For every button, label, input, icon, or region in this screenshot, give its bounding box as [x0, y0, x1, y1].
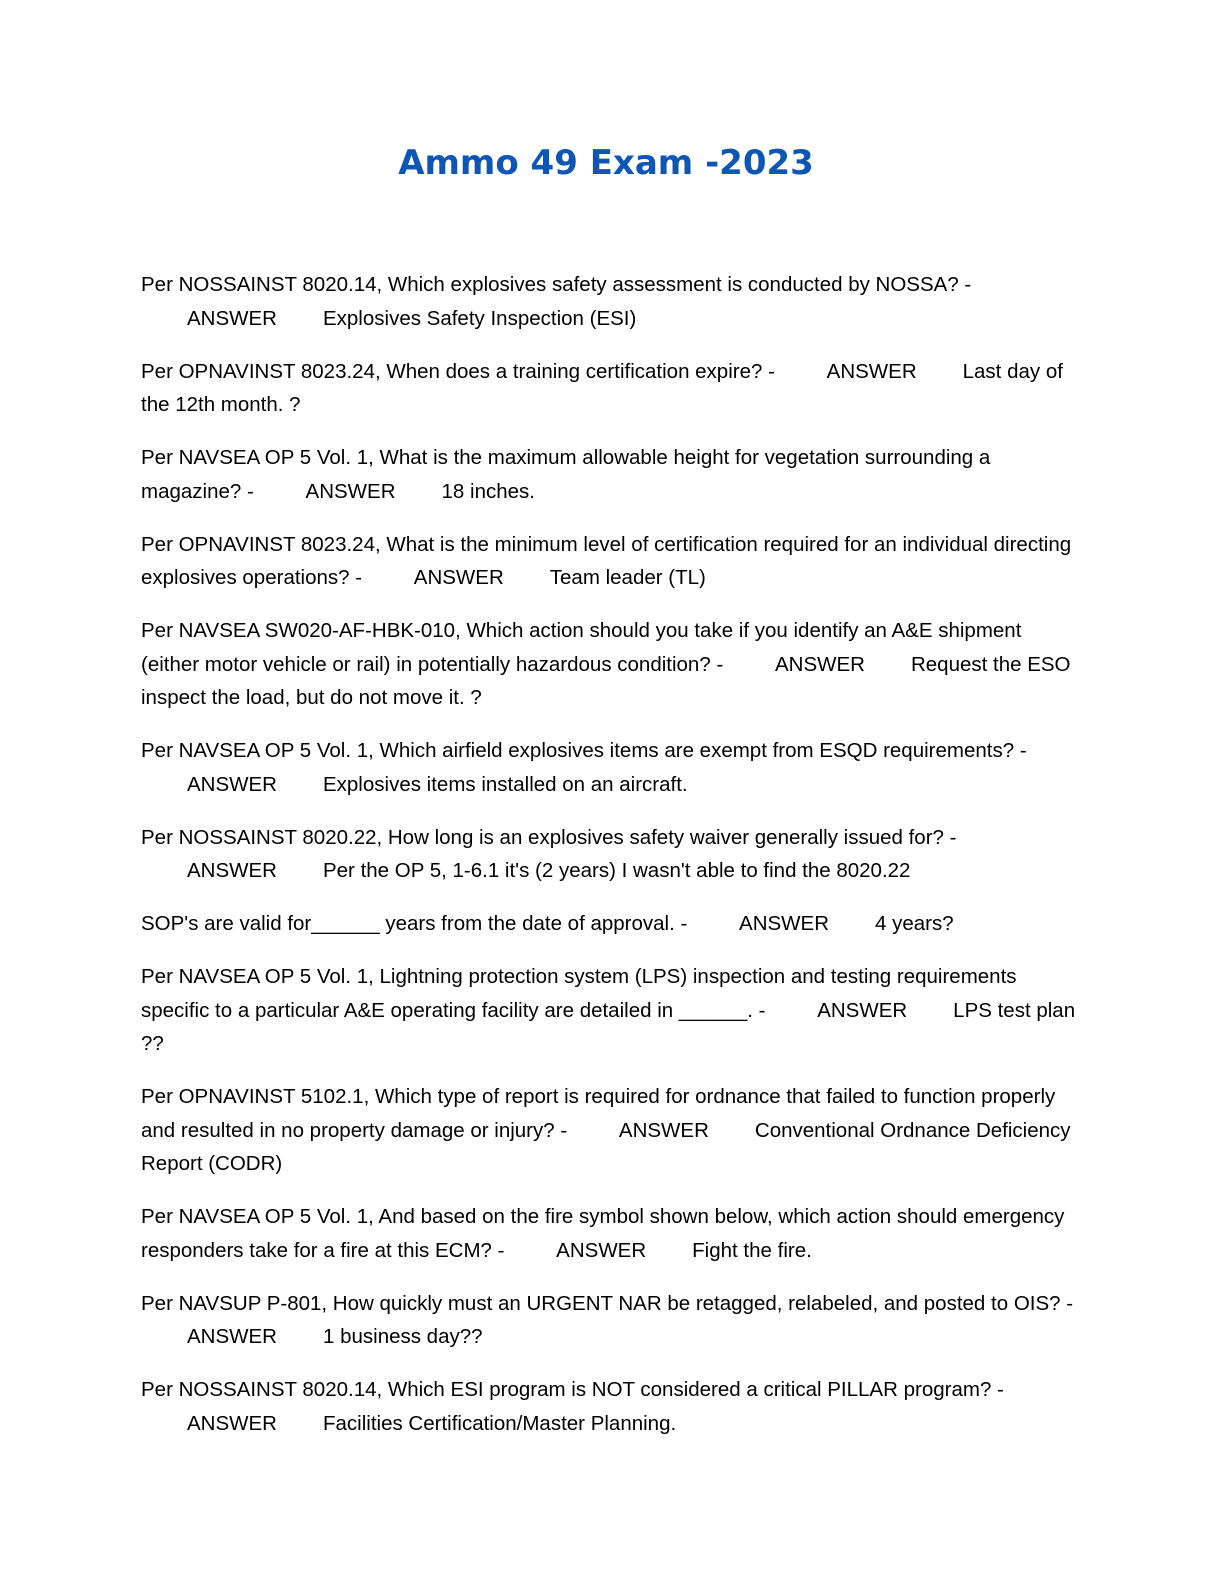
qa-item — [141, 1373, 1076, 1440]
separator: - — [1014, 739, 1027, 762]
answer-text: Per the OP 5, 1-6.1 it's (2 years) I wasn't able to find the 8020.22 — [322, 859, 911, 882]
separator: - — [762, 359, 775, 383]
answer-tag: ANSWER — [556, 1238, 647, 1262]
qa-item — [141, 614, 1076, 715]
answer-text: Explosives items installed on an aircraft. — [322, 772, 688, 796]
answer-text: Fight the fire. — [692, 1238, 812, 1262]
qa-list — [141, 268, 1076, 1460]
separator: - — [1060, 1291, 1074, 1315]
answer-text: Facilities Certification/Master Planning. — [322, 1411, 677, 1435]
question-text: Per OPNAVINST 5102.1, Which type of report is required for ordnance that failed to function properly and resulted in no property damage or injury? — [141, 1085, 1056, 1142]
answer-text: 4 years? — [875, 912, 954, 935]
qa-item — [141, 1287, 1076, 1354]
separator: - — [349, 566, 363, 589]
answer-text: Conventional Ordnance Deficiency Report (CODR) — [141, 1118, 1071, 1175]
answer-text: 1 business day?? — [322, 1325, 483, 1348]
answer-tag: ANSWER — [187, 1411, 277, 1435]
answer-text: Explosives Safety Inspection (ESI) — [322, 306, 637, 330]
answer-tag: ANSWER — [413, 566, 504, 589]
question-text: Per NAVSEA OP 5 Vol. 1, Lightning protection system (LPS) inspection and testing requirements specific to a particular A&E operating facility are detailed in ______. — [141, 965, 1017, 1022]
question-text: Per NAVSEA OP 5 Vol. 1, What is the maximum allowable height for vegetation surrounding a magazine? — [141, 446, 991, 503]
answer-text: Team leader (TL) — [549, 566, 706, 589]
answer-tag: ANSWER — [187, 1325, 277, 1348]
question-text: Per NAVSEA OP 5 Vol. 1, Which airfield explosives items are exempt from ESQD requirements? — [141, 739, 1015, 762]
separator: - — [752, 998, 766, 1022]
question-text: Per NOSSAINST 8020.14, Which ESI program is NOT considered a critical PILLAR program? — [141, 1378, 992, 1401]
qa-item — [141, 1080, 1076, 1181]
answer-tag: ANSWER — [305, 479, 396, 503]
answer-text: Request the ESO inspect the load, but do not move it. ? — [141, 652, 1071, 709]
question-text: Per OPNAVINST 8023.24, What is the minimum level of certification required for an individual directing explosives operations? — [141, 532, 1072, 589]
qa-item — [141, 268, 1076, 335]
answer-text: 18 inches. — [441, 479, 535, 503]
qa-item — [141, 1200, 1076, 1267]
separator: - — [241, 479, 254, 503]
answer-text: Last day of the 12th month. ? — [141, 359, 1063, 416]
separator: - — [943, 825, 957, 849]
separator: - — [991, 1378, 1004, 1401]
answer-tag: ANSWER — [187, 859, 277, 882]
qa-item — [141, 441, 1076, 508]
document-title: Ammo 49 Exam -2023 — [398, 143, 814, 183]
separator: - — [958, 273, 972, 296]
separator: - — [491, 1238, 505, 1262]
answer-text: LPS test plan ?? — [141, 998, 1076, 1055]
separator: - — [710, 652, 724, 676]
question-text: Per NAVSEA OP 5 Vol. 1, And based on the fire symbol shown below, which action should emergency responders take for a fire at this ECM? — [141, 1205, 1065, 1262]
qa-item — [141, 355, 1076, 422]
answer-tag: ANSWER — [817, 998, 908, 1022]
qa-item — [141, 528, 1076, 595]
answer-tag: ANSWER — [739, 912, 830, 935]
qa-item — [141, 821, 1076, 888]
question-text: Per NOSSAINST 8020.14, Which explosives safety assessment is conducted by NOSSA? — [141, 273, 959, 296]
separator: - — [674, 912, 688, 935]
answer-tag: ANSWER — [826, 359, 917, 383]
answer-tag: ANSWER — [618, 1118, 709, 1142]
qa-item — [141, 960, 1076, 1061]
separator: - — [554, 1118, 568, 1142]
answer-tag: ANSWER — [774, 652, 865, 676]
question-text: Per NAVSEA SW020-AF-HBK-010, Which action should you take if you identify an A&E shipment (either motor vehicle or rail) in potentially hazardous condition? — [141, 619, 1022, 676]
answer-tag: ANSWER — [187, 772, 277, 796]
answer-tag: ANSWER — [187, 306, 277, 330]
question-text: Per NAVSUP P-801, How quickly must an URGENT NAR be retagged, relabeled, and posted to OIS? — [141, 1291, 1061, 1315]
question-text: Per OPNAVINST 8023.24, When does a training certification expire? — [141, 359, 763, 383]
qa-item — [141, 734, 1076, 801]
qa-item — [141, 907, 1076, 941]
question-text: SOP's are valid for______ years from the date of approval. — [141, 912, 675, 935]
question-text: Per NOSSAINST 8020.22, How long is an explosives safety waiver generally issued for? — [141, 825, 944, 849]
